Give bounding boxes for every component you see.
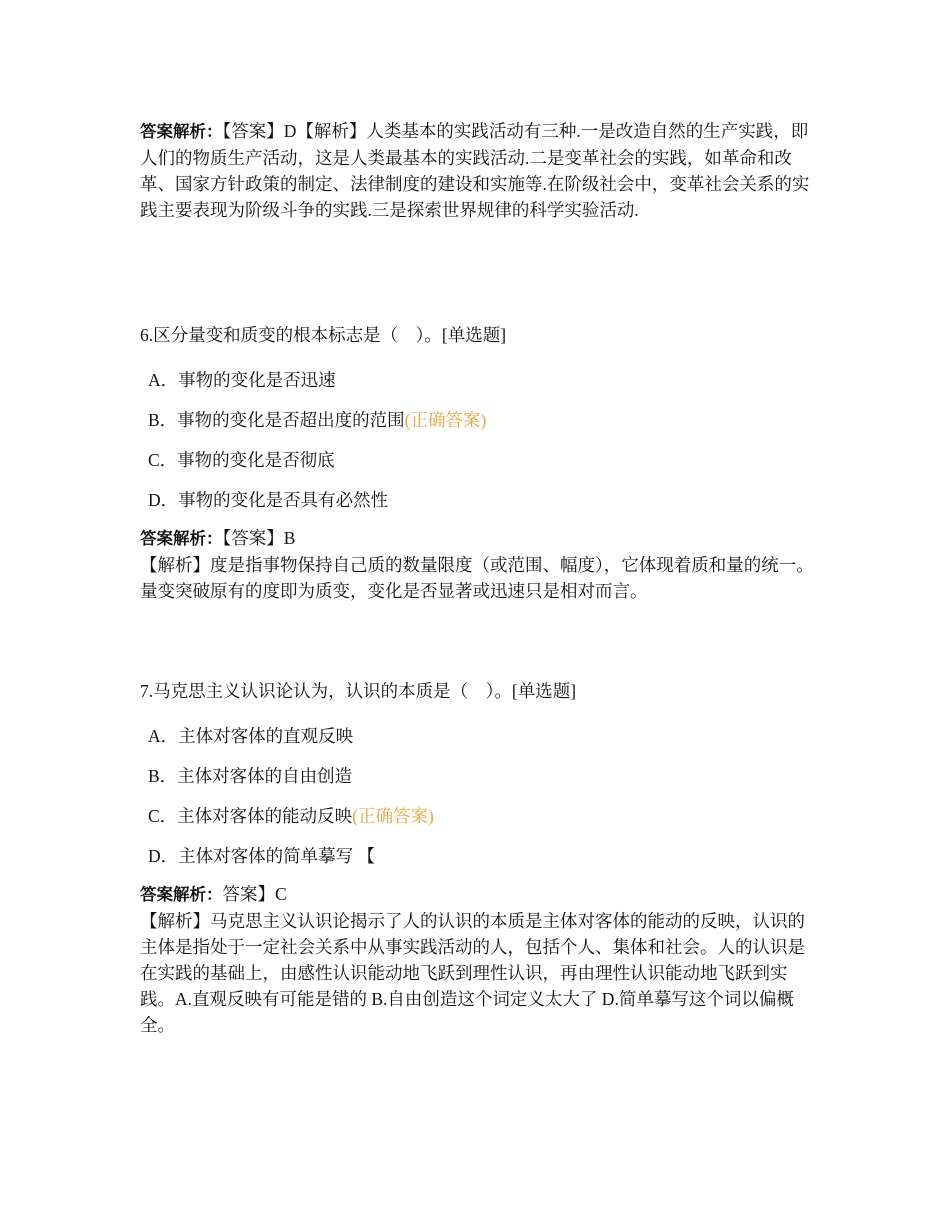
q6-option-d[interactable]: D．事物的变化是否具有必然性: [148, 490, 389, 510]
q7-analysis-label: 答案解析：: [140, 885, 223, 904]
q7-analysis-answer: 答案】C: [222, 884, 287, 904]
q7-analysis: [140, 881, 820, 1038]
q6-option-b[interactable]: B．事物的变化是否超出度的范围(正确答案): [148, 410, 487, 430]
q6-analysis-answer: 【答案】B: [222, 528, 296, 548]
q7-option-c[interactable]: C．主体对客体的能动反映(正确答案): [148, 806, 434, 826]
q5-analysis: [140, 118, 820, 223]
q6-analysis-label: 答案解析：: [140, 529, 223, 548]
q6-option-a[interactable]: A．事物的变化是否迅速: [148, 370, 336, 390]
q5-analysis-label: 答案解析：: [140, 122, 223, 141]
q7-question: 7.马克思主义认识论认为，认识的本质是（ ）。[单选题]: [140, 681, 577, 701]
q6-option-c[interactable]: C．事物的变化是否彻底: [148, 450, 335, 470]
q6-analysis-body: 【解析】度是指事物保持自己质的数量限度（或范围、幅度），它体现着质和量的统一。量变突破原有的度即为质变，变化是否显著或迅速只是相对而言。: [140, 555, 814, 601]
q6-analysis: [140, 525, 820, 604]
q7-option-b[interactable]: B．主体对客体的自由创造: [148, 766, 353, 786]
q6-question: 6.区分量变和质变的根本标志是（ ）。[单选题]: [140, 325, 507, 345]
q7-option-d[interactable]: D．主体对客体的简单摹写 【: [148, 846, 376, 866]
correct-answer-mark: (正确答案): [404, 410, 487, 430]
correct-answer-mark: (正确答案): [352, 806, 434, 826]
q5-analysis-body: 【答案】D【解析】人类基本的实践活动有三种.一是改造自然的生产实践，即人们的物质生产活动，这是人类最基本的实践活动.二是变革社会的实践，如革命和改革、国家方针政策的制定、法律制度的建设和实施等.在阶级社会中，变革社会关系的实践主要表现为阶级斗争的实践.三是探索世界规律的科学实验活动.: [140, 121, 810, 220]
q7-option-a[interactable]: A．主体对客体的直观反映: [148, 726, 354, 746]
q7-analysis-body: 【解析】马克思主义认识论揭示了人的认识的本质是主体对客体的能动的反映，认识的主体是指处于一定社会关系中从事实践活动的人，包括个人、集体和社会。人的认识是在实践的基础上，由感性认识能动地飞跃到理性认识，再由理性认识能动地飞跃到实践。A.直观反映有可能是错的 B.自由创造这个词定义太大了 D.简单摹写这个词以偏概全。: [140, 911, 805, 1035]
